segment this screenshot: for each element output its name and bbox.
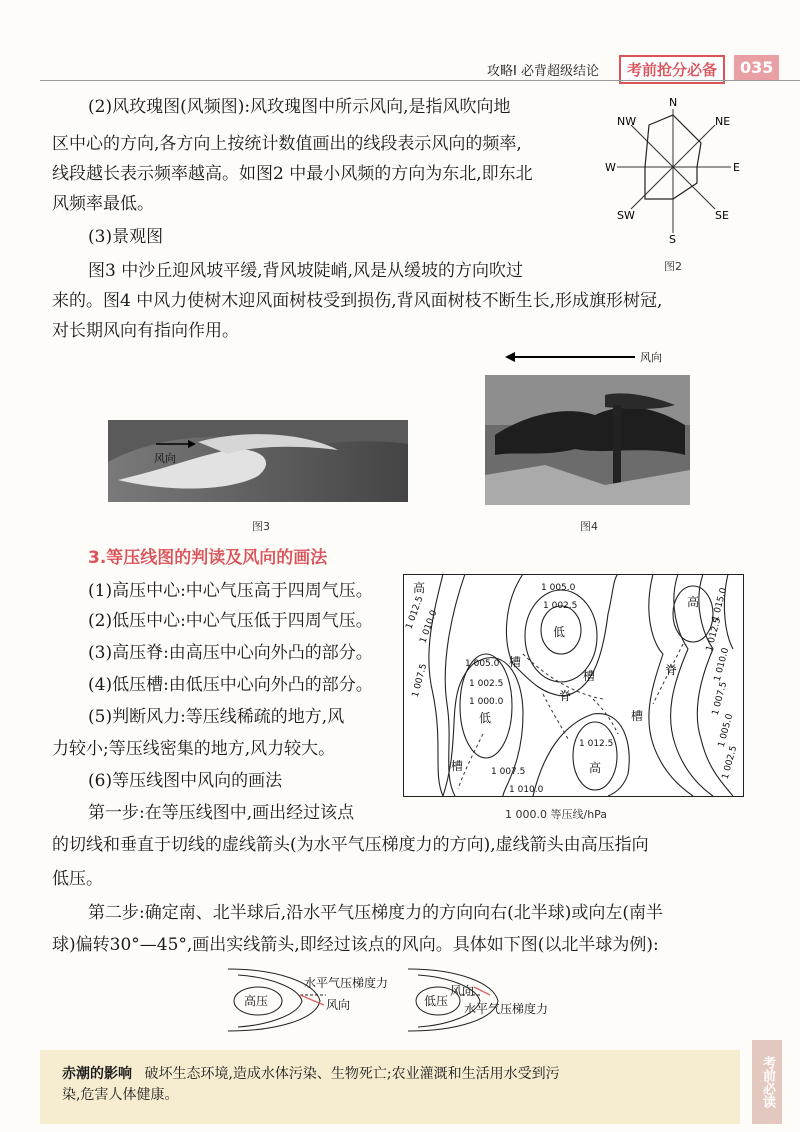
footer-text-2: 染,危害人体健康。 (62, 1087, 179, 1103)
dir-sw: SW (617, 209, 635, 222)
map-trough-c: 槽 (631, 709, 644, 723)
fig2-caption: 图2 (664, 260, 682, 273)
map-high-tl: 高 (413, 581, 426, 595)
footer-text-1: 破坏生态环境,造成水体污染、生物死亡;农业灌溉和生活用水受到污 (144, 1066, 560, 1082)
wind-rose-line-2: 区中心的方向,各方向上按统计数值画出的线段表示风向的频率, (52, 134, 522, 154)
step1-line-2: 的切线和垂直于切线的虚线箭头(为水平气压梯度力的方向),虚线箭头由高压指向 (52, 835, 649, 855)
isobar-item-4: (4)低压槽:由低压中心向外凸的部分。 (88, 675, 373, 695)
map-v1015-right: 1 015.0 (710, 586, 730, 623)
diagram-wind2: 风向 (450, 984, 475, 998)
dir-nw: NW (617, 115, 637, 128)
isobar-map (403, 574, 745, 800)
map-v1010-left: 1 010.0 (418, 608, 440, 645)
map-v10125-bottom: 1 012.5 (579, 739, 614, 749)
map-high-tr: 高 (687, 595, 700, 609)
fig4-wind-label: 风向 (640, 351, 662, 364)
map-high-bottom: 高 (589, 761, 602, 775)
step2-line-1: 第二步:确定南、北半球后,沿水平气压梯度力的方向向右(北半球)或向左(南半 (88, 903, 664, 923)
header-section: 攻略Ⅰ 必背超级结论 (487, 64, 599, 79)
map-ridge-b: 脊 (665, 663, 678, 677)
fig3-wind-label: 风向 (154, 452, 176, 465)
wind-rose-line-3: 线段越长表示频率越高。如图2 中最小风频的方向为东北,即东北 (52, 164, 533, 184)
map-trough-b: 槽 (583, 669, 596, 683)
diagram-wind: 风向 (326, 998, 351, 1012)
map-v10025-top: 1 002.5 (543, 601, 578, 611)
fig3-caption: 图3 (252, 520, 270, 533)
wind-rose-figure (605, 95, 750, 255)
step2-line-2: 球)偏转30°—45°,画出实线箭头,即经过该点的风向。具体如下图(以北半球为例): (52, 935, 659, 955)
isobar-section-title: 3.等压线图的判读及风向的画法 (88, 548, 328, 568)
map-trough-d: 槽 (451, 759, 464, 773)
map-v10125-left: 1 012.5 (404, 594, 426, 631)
isobar-item-2: (2)低压中心:中心气压低于四周气压。 (88, 611, 373, 631)
map-v10025-left: 1 002.5 (469, 679, 504, 689)
dir-w: W (605, 161, 616, 174)
dir-e: E (733, 161, 740, 174)
dir-se: SE (715, 209, 729, 222)
side-tab: 考前必读 (752, 1040, 782, 1124)
map-v1005-right: 1 005.0 (716, 712, 736, 749)
page-number: 035 (734, 55, 779, 80)
fig3-dune-photo (108, 420, 408, 502)
map-v1005-top: 1 005.0 (541, 583, 576, 593)
fig4-caption: 图4 (580, 520, 598, 533)
landscape-line-3: 对长期风向有指向作用。 (52, 321, 239, 341)
map-v10075-bottom: 1 007.5 (491, 767, 526, 777)
header-rule (40, 80, 800, 81)
diagram-high: 高压 (244, 994, 269, 1008)
isobar-item-3: (3)高压脊:由高压中心向外凸的部分。 (88, 643, 373, 663)
landscape-heading: (3)景观图 (88, 227, 164, 247)
isobar-item-5: (5)判断风力:等压线稀疏的地方,风 (88, 707, 345, 727)
map-low-top: 低 (553, 625, 566, 639)
diagram-low: 低压 (424, 994, 449, 1008)
map-v10075-left: 1 007.5 (410, 662, 430, 699)
map-v10025-right: 1 002.5 (720, 744, 740, 781)
map-ridge-a: 脊 (559, 689, 572, 703)
diagram-pgf2: 水平气压梯度力 (464, 1002, 549, 1016)
landscape-line-1: 图3 中沙丘迎风坡平缓,背风坡陡峭,风是从缓坡的方向吹过 (88, 261, 524, 281)
step1-line-3: 低压。 (52, 869, 103, 889)
isobar-item-1: (1)高压中心:中心气压高于四周气压。 (88, 581, 373, 601)
map-v1010-right: 1 010.0 (712, 646, 732, 683)
isobar-legend: 1 000.0 等压线/hPa (505, 808, 608, 821)
wind-direction-diagram (228, 965, 588, 1035)
dir-s: S (669, 233, 676, 246)
map-v10125-right: 1 012.5 (704, 616, 724, 653)
wind-rose-line-1: (2)风玫瑰图(风频图):风玫瑰图中所示风向,是指风吹向地 (88, 97, 511, 117)
dir-ne: NE (715, 115, 731, 128)
diagram-pgf: 水平气压梯度力 (304, 976, 389, 990)
map-v1010-bottom: 1 010.0 (509, 785, 544, 795)
isobar-item-7: (6)等压线图中风向的画法 (88, 771, 283, 791)
isobar-item-6: 力较小;等压线密集的地方,风力较大。 (52, 739, 336, 759)
map-v1000-left: 1 000.0 (469, 697, 504, 707)
fig4-tree-photo (485, 345, 690, 505)
footer-note (62, 1064, 560, 1084)
landscape-line-2: 来的。图4 中风力使树木迎风面树枝受到损伤,背风面树枝不断生长,形成旗形树冠, (52, 291, 663, 311)
map-low-left: 低 (479, 711, 492, 725)
header-badge: 考前抢分必备 (619, 55, 725, 84)
wind-rose-line-4: 风频率最低。 (52, 194, 154, 214)
dir-n: N (669, 96, 678, 109)
map-trough-a: 槽 (509, 655, 522, 669)
footer-label: 赤潮的影响 (62, 1066, 132, 1082)
isobar-item-8: 第一步:在等压线图中,画出经过该点 (88, 803, 355, 823)
map-v10075-right: 1 007.5 (710, 680, 730, 717)
map-v1005-left: 1 005.0 (465, 659, 500, 669)
